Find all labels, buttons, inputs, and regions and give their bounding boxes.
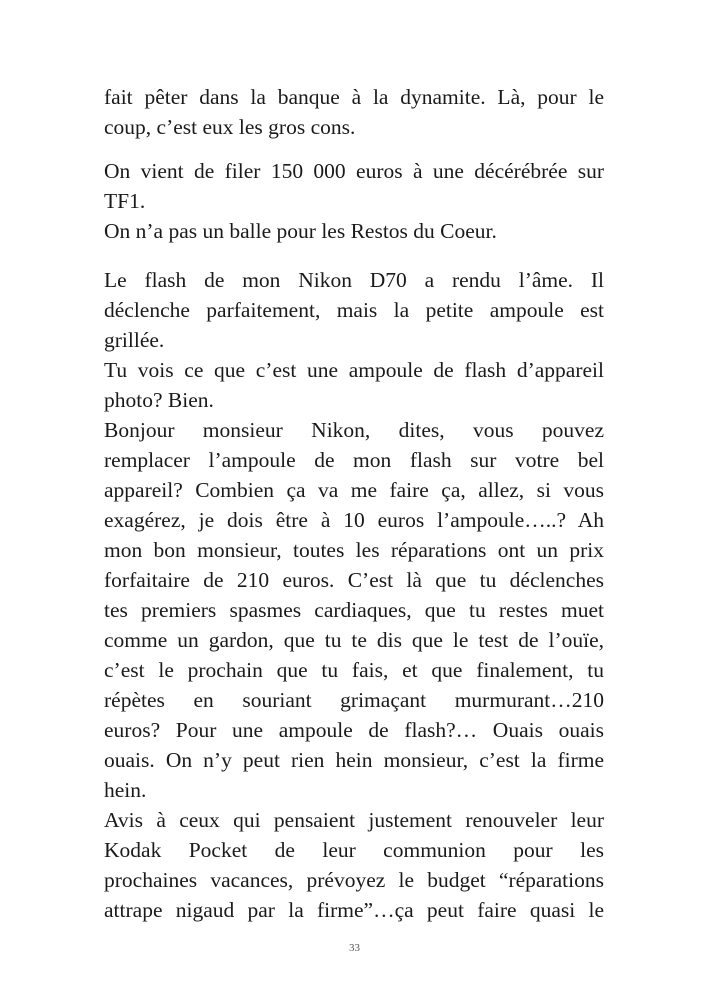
text-line: On vient de filer 150 000 euros à une décérébrée sur [104,159,604,183]
text-line: c’est le prochain que tu fais, et que finalement, tu [104,658,604,682]
text-line: Tu vois ce que c’est une ampoule de flash d’appareil [104,358,604,382]
paragraph-1 [104,82,604,142]
text-line: répètes en souriant grimaçant murmurant…210 [104,688,604,712]
text-line: prochaines vacances, prévoyez le budget “réparations [104,868,604,892]
paragraph-2 [104,156,604,246]
page-number: 33 [349,942,360,954]
text-line: fait pêter dans la banque à la dynamite. Là, pour le [104,85,604,109]
text-line: TF1. [104,189,146,213]
text-line: coup, c’est eux les gros cons. [104,115,356,139]
text-line: grillée. [104,328,165,352]
text-line: euros? Pour une ampoule de flash?… Ouais ouais [104,718,604,742]
text-line: On n’a pas un balle pour les Restos du Coeur. [104,219,497,243]
text-line: tes premiers spasmes cardiaques, que tu restes muet [104,598,604,622]
text-line: mon bon monsieur, toutes les réparations ont un prix [104,538,604,562]
text-line: hein. [104,778,147,802]
text-line: Bonjour monsieur Nikon, dites, vous pouvez [104,418,604,442]
paragraph-3 [104,265,604,925]
text-line: attrape nigaud par la firme”…ça peut faire quasi le [104,898,604,922]
text-line: Le flash de mon Nikon D70 a rendu l’âme. Il [104,268,604,292]
text-line: déclenche parfaitement, mais la petite ampoule est [104,298,604,322]
text-line: remplacer l’ampoule de mon flash sur votre bel [104,448,604,472]
text-line: photo? Bien. [104,388,214,412]
text-line: appareil? Combien ça va me faire ça, allez, si vous [104,478,604,502]
text-line: Avis à ceux qui pensaient justement renouveler leur [104,808,604,832]
text-line: comme un gardon, que tu te dis que le test de l’ouïe, [104,628,604,652]
text-line: exagérez, je dois être à 10 euros l’ampoule…..? Ah [104,508,604,532]
text-line: ouais. On n’y peut rien hein monsieur, c’est la firme [104,748,604,772]
text-line: forfaitaire de 210 euros. C’est là que tu déclenches [104,568,604,592]
text-line: Kodak Pocket de leur communion pour les [104,838,604,862]
